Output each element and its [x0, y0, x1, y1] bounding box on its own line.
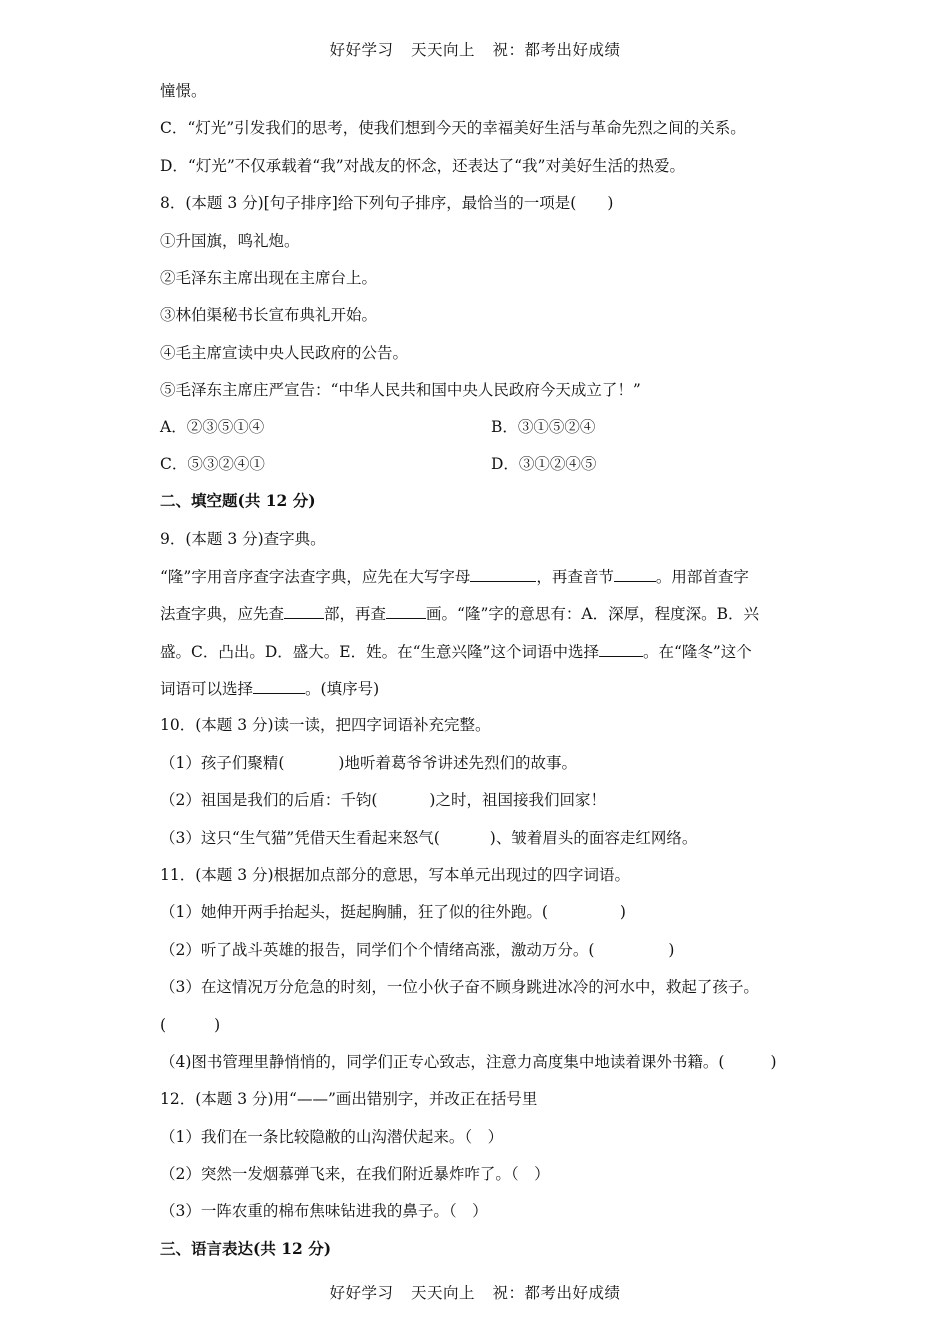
q10-item-1b: )地听着葛爷爷讲述先烈们的故事。 — [338, 754, 577, 772]
q9-line-1 — [160, 566, 749, 587]
q11-item-3-close: ) — [214, 1016, 221, 1034]
footer-text-1: 好好学习 — [329, 1284, 394, 1302]
q8-sentence-4: ④毛主席宣读中央人民政府的公告。 — [160, 344, 409, 362]
header-text-2: 天天向上 — [410, 41, 475, 59]
q9-line-1b: ，再查音节 — [536, 568, 614, 586]
q11-item-4b: ) — [770, 1053, 777, 1071]
q8-option-a: A．②③⑤①④ — [160, 418, 265, 436]
header-text-1: 好好学习 — [329, 41, 394, 59]
q9-blank-letter[interactable] — [470, 566, 536, 582]
q9-stem: 9．(本题 3 分)查字典。 — [160, 530, 326, 548]
q9-line-3 — [160, 641, 752, 662]
q12-stem: 12．(本题 3 分)用“——”画出错别字，并改正在括号里 — [160, 1090, 538, 1108]
q9-line-2 — [160, 603, 759, 624]
q8-sentence-3: ③林伯渠秘书长宣布典礼开始。 — [160, 306, 378, 324]
q9-line-4b: 。(填序号) — [305, 680, 380, 698]
q9-line-1c: 。用部首查字 — [655, 568, 749, 586]
q11-item-4a: （4)图书管理里静悄悄的，同学们正专心致志，注意力高度集中地读着课外书籍。( — [160, 1053, 725, 1071]
q10-item-1 — [160, 753, 577, 773]
q8-stem: 8．(本题 3 分)[句子排序]给下列句子排序，最恰当的一项是( ) — [160, 194, 614, 212]
q10-item-2 — [160, 790, 606, 810]
q8-sentence-1: ①升国旗，鸣礼炮。 — [160, 232, 300, 250]
page-header — [0, 38, 950, 60]
q11-item-3: （3）在这情况万分危急的时刻，一位小伙子奋不顾身跳进冰冷的河水中，救起了孩子。 — [160, 978, 759, 996]
q11-item-3-paren — [160, 1015, 220, 1035]
q9-line-3a: 盛。C．凸出。D．盛大。E．姓。在“生意兴隆”这个词语中选择 — [160, 643, 599, 661]
section-2-heading: 二、填空题(共 12 分) — [160, 491, 316, 510]
q8-option-d: D．③①②④⑤ — [491, 455, 597, 473]
section-3-heading: 三、语言表达(共 12 分) — [160, 1239, 332, 1258]
q10-item-3b: )、皱着眉头的面容走红网络。 — [489, 829, 698, 847]
q11-item-1b: ) — [619, 903, 626, 921]
q9-line-2b: 部，再查 — [324, 605, 387, 623]
footer-text-3: 祝：都考出好成绩 — [492, 1284, 621, 1302]
header-text-3: 祝：都考出好成绩 — [492, 41, 621, 59]
q7-continuation: 憧憬。 — [160, 82, 207, 100]
q11-item-2b: ) — [668, 941, 675, 959]
q8-sentence-2: ②毛泽东主席出现在主席台上。 — [160, 269, 378, 287]
q10-item-3 — [160, 828, 697, 848]
q12-item-1: （1）我们在一条比较隐敝的山沟潜伏起来。（ ） — [160, 1128, 504, 1146]
q11-item-1 — [160, 902, 626, 922]
q10-item-3a: （3）这只“生气猫”凭借天生看起来怒气( — [160, 829, 440, 847]
q9-line-2c: 画。“隆”字的意思有：A．深厚，程度深。B．兴 — [426, 605, 759, 623]
q7-option-d: D．“灯光”不仅承载着“我”对战友的怀念，还表达了“我”对美好生活的热爱。 — [160, 157, 685, 175]
q9-line-1a: “隆”字用音序查字法查字典，应先在大写字母 — [160, 568, 471, 586]
q9-line-4 — [160, 678, 379, 699]
q9-line-3b: 。在“隆冬”这个 — [642, 643, 752, 661]
q10-item-2b: )之时，祖国接我们回家！ — [429, 791, 606, 809]
q11-item-2 — [160, 940, 674, 960]
q11-stem: 11．(本题 3 分)根据加点部分的意思，写本单元出现过的四字词语。 — [160, 866, 631, 884]
q10-item-2a: （2）祖国是我们的后盾：千钧( — [160, 791, 378, 809]
q10-item-1a: （1）孩子们聚精( — [160, 754, 285, 772]
q9-blank-strokes[interactable] — [386, 603, 426, 619]
q11-item-3-open: ( — [160, 1016, 167, 1034]
q9-blank-xinglong[interactable] — [599, 641, 643, 657]
q7-option-c: C．“灯光”引发我们的思考，使我们想到今天的幸福美好生活与革命先烈之间的关系。 — [160, 119, 746, 137]
q11-item-4 — [160, 1052, 777, 1072]
q9-blank-syllable[interactable] — [614, 566, 656, 582]
page-footer — [0, 1281, 950, 1303]
q12-item-2: （2）突然一发烟慕弹飞来，在我们附近暴炸咋了。（ ） — [160, 1165, 550, 1183]
q10-stem: 10．(本题 3 分)读一读，把四字词语补充完整。 — [160, 716, 491, 734]
q8-option-b: B．③①⑤②④ — [491, 418, 596, 436]
q11-item-1a: （1）她伸开两手抬起头，挺起胸脯，狂了似的往外跑。( — [160, 903, 548, 921]
footer-text-2: 天天向上 — [410, 1284, 475, 1302]
q9-line-2a: 法查字典，应先查 — [160, 605, 285, 623]
q11-item-2a: （2）听了战斗英雄的报告，同学们个个情绪高涨，激动万分。( — [160, 941, 595, 959]
q8-sentence-5: ⑤毛泽东主席庄严宣告：“中华人民共和国中央人民政府今天成立了！” — [160, 381, 641, 399]
q9-blank-radical[interactable] — [284, 603, 324, 619]
q9-line-4a: 词语可以选择 — [160, 680, 254, 698]
q8-option-c: C．⑤③②④① — [160, 455, 265, 473]
q9-blank-longdong[interactable] — [253, 678, 305, 694]
q12-item-3: （3）一阵农重的棉布焦味钻进我的鼻子。（ ） — [160, 1202, 488, 1220]
